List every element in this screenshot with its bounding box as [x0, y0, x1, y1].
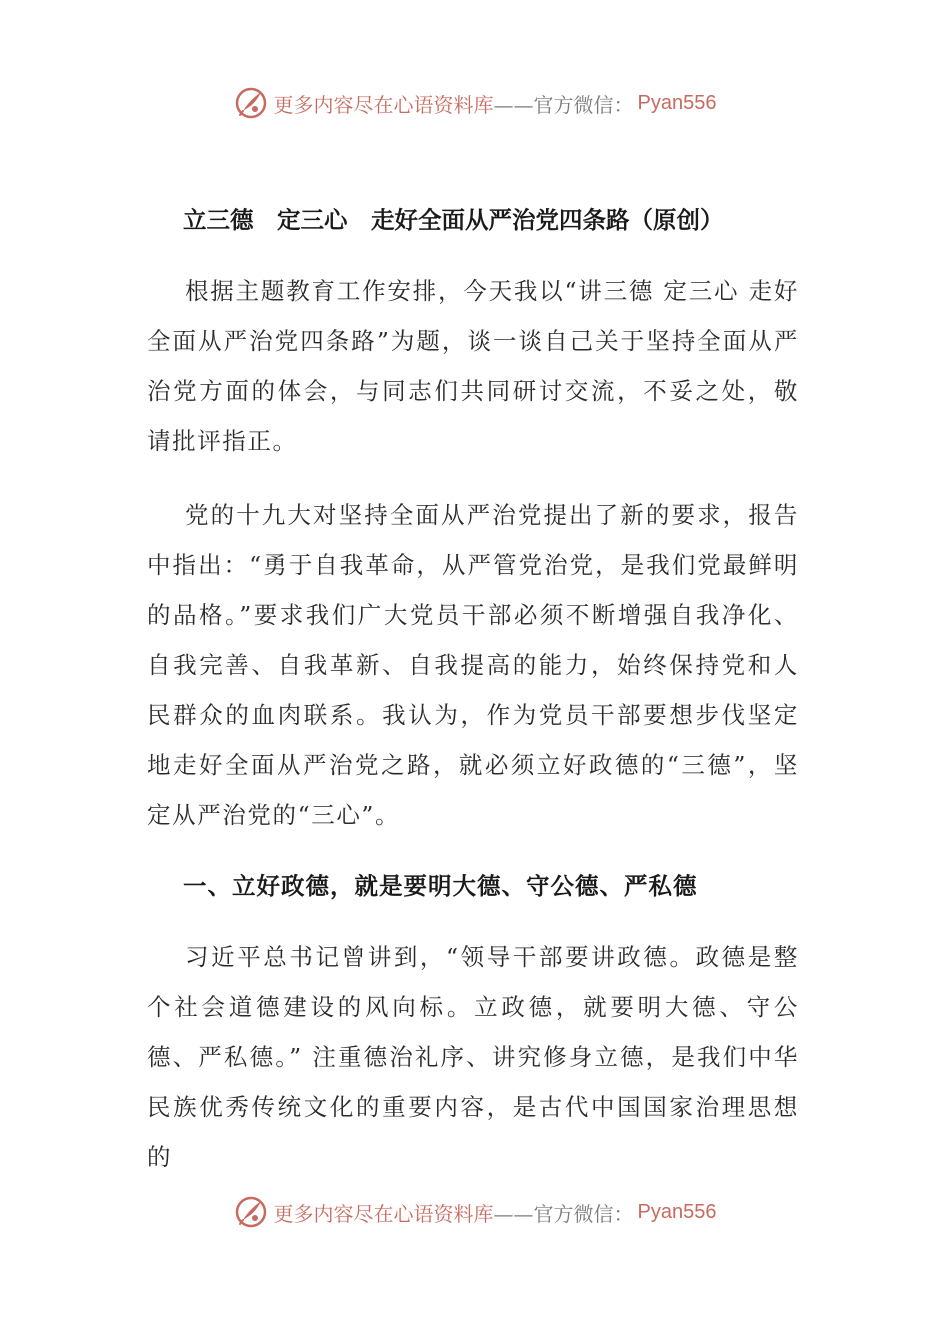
banner-text-wechat-label: ——官方微信： — [493, 92, 634, 117]
section-1-paragraph: 习近平总书记曾讲到，“领导干部要讲政德。政德是整个社会道德建设的风向标。立政德，就要明大德、守公德、严私德。” 注重德治礼序、讲究修身立德，是我们中华民族优秀传统文化的重要内容，是古代中国国家治理思想的 — [147, 943, 799, 1171]
intro-paragraph: 根据主题教育工作安排，今天我以“讲三德 定三心 走好全面从严治党四条路”为题，谈一谈自己关于坚持全面从严治党方面的体会，与同志们共同研讨交流，不妥之处，敬请批评指正。 — [147, 277, 799, 455]
quill-pen-logo-icon — [234, 86, 268, 120]
context-paragraph: 党的十九大对坚持全面从严治党提出了新的要求，报告中指出：“勇于自我革命，从严管党治党，是我们党最鲜明的品格。”要求我们广大党员干部必须不断增强自我净化、自我完善、自我革新、自我提高的能力，始终保持党和人民群众的血肉联系。我认为，作为党员干部要想步伐坚定地走好全面从严治党之路，就必须立好政德的“三德”，坚定从严治党的“三心”。 — [147, 501, 799, 829]
header-watermark-banner — [0, 83, 950, 123]
section-1-heading: 一、立好政德，就是要明大德、守公德、严私德 — [183, 872, 698, 900]
quill-pen-logo-icon — [234, 1195, 268, 1229]
footer-watermark-banner — [0, 1192, 950, 1232]
banner-text-wechat-label: ——官方微信： — [493, 1201, 634, 1226]
banner-text-wechat-id: Pyan556 — [637, 91, 717, 114]
banner-text-wechat-id: Pyan556 — [637, 1200, 717, 1223]
banner-text-main: 更多内容尽在心语资料库 — [273, 92, 494, 117]
document-title: 立三德 定三心 走好全面从严治党四条路（原创） — [183, 206, 724, 234]
document-body — [147, 196, 799, 1182]
banner-text-main: 更多内容尽在心语资料库 — [273, 1201, 494, 1226]
